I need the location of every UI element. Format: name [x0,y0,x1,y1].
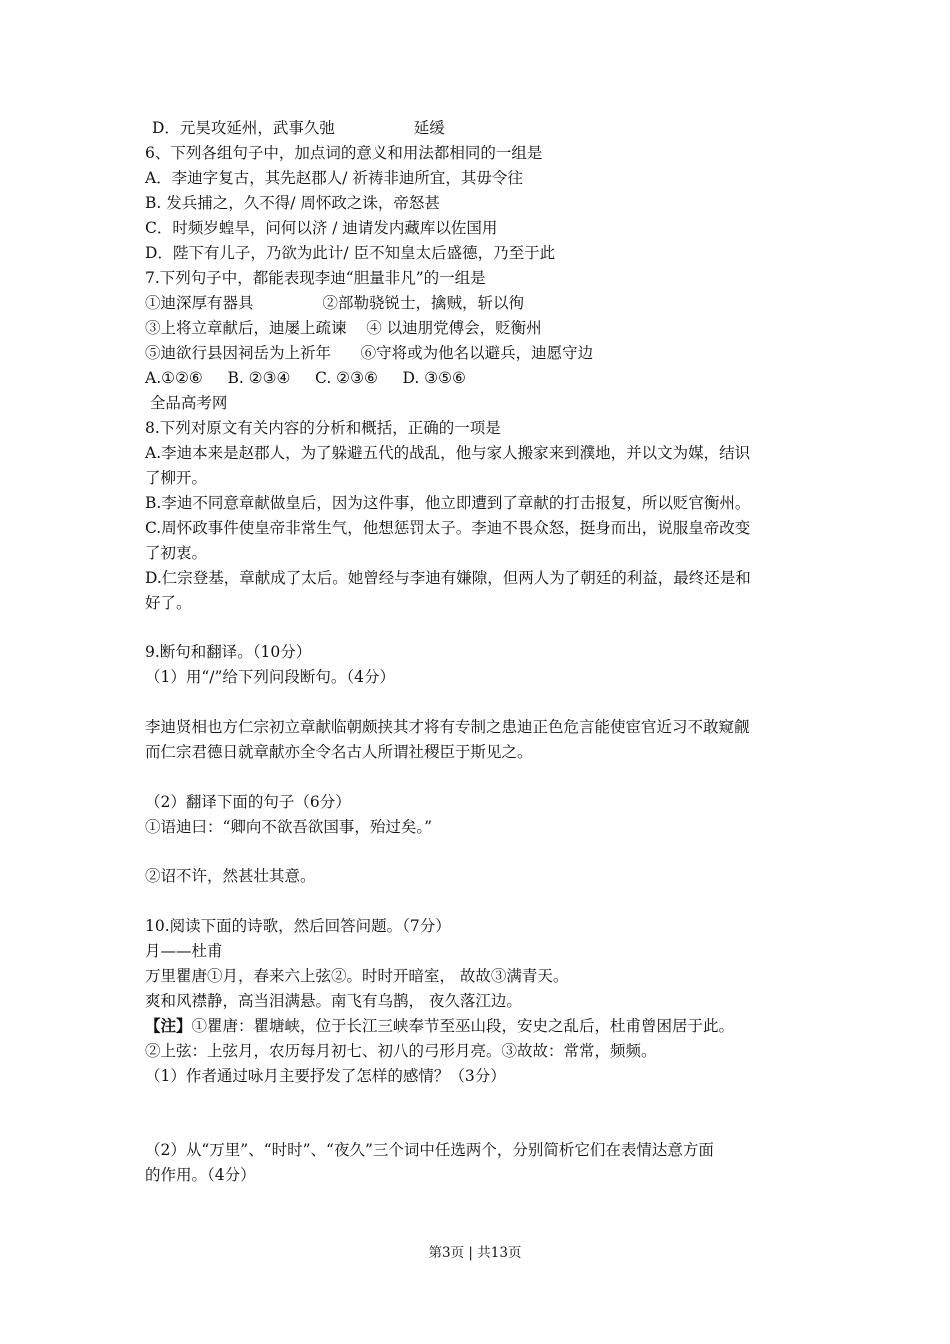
q9-sentence-1: ①语迪曰：“卿向不欲吾欲国事，殆过矣。” [145,818,433,836]
q10-part-2-line-2: 的作用。（4分） [145,1166,256,1184]
q9-stem: 9.断句和翻译。（10分） [145,643,312,661]
q9-passage-line-2: 而仁宗君德日就章献亦全令名古人所谓社稷臣于斯见之。 [145,743,533,761]
q7-stem: 7.下列句子中，都能表现李迪“胆量非凡”的一组是 [145,269,486,287]
q8-option-a-line-2: 了柳开。 [145,469,208,487]
poem-note-line-1 [145,1016,734,1036]
q6-option-c: C．时频岁蝗旱，问何以济 / 迪请发内藏库以佐国用 [145,219,498,237]
q7-items-row-3: ⑤迪欲行县因祠岳为上祈年 ⑥守将或为他名以避兵，迪愿守边 [145,344,594,362]
poem-line-1: 万里瞿唐①月，春来六上弦②。时时开暗室， 故故③满青天。 [145,967,569,985]
q6-option-b: B. 发兵捕之，久不得/ 周怀政之诛，帝怒甚 [145,194,440,212]
note-text-1: ①瞿唐：瞿塘峡，位于长江三峡奉节至巫山段，安史之乱后，杜甫曾困居于此。 [191,1017,735,1035]
q7-options: A.①②⑥ B. ②③④ C. ②③⑥ D. ③⑤⑥ [145,369,466,387]
q8-option-c-line-1: C.周怀政事件使皇帝非常生气，他想惩罚太子。李迪不畏众怒，挺身而出，说服皇帝改变 [145,519,751,537]
q8-option-c-line-2: 了初衷。 [145,544,208,562]
q10-stem: 10.阅读下面的诗歌，然后回答问题。（7分） [145,917,451,935]
q8-option-d-line-2: 好了。 [145,594,192,612]
watermark-text: 全品高考网 [145,394,228,412]
q8-option-b: B.李迪不同意章献做皇后，因为这件事，他立即遭到了章献的打击报复，所以贬官衡州。 [145,494,751,512]
q9-part-1: （1）用“/”给下列问段断句。（4分） [145,668,396,686]
q6-option-d: D．陛下有儿子，乃欲为此计/ 臣不知皇太后盛德，乃至于此 [145,244,556,262]
poem-note-line-2: ②上弦：上弦月，农历每月初七、初八的弓形月亮。③故故：常常，频频。 [145,1042,657,1060]
q10-part-2-line-1: （2）从“万里”、“时时”、“夜久”三个词中任选两个，分别简析它们在表情达意方面 [145,1141,714,1159]
q5-option-d: D．元昊攻延州，武事久弛 延缓 [152,119,445,137]
note-label: 【注】 [145,1016,192,1035]
poem-title: 月——杜甫 [145,942,223,960]
q9-part-2: （2）翻译下面的句子（6分） [145,793,351,811]
q8-option-a-line-1: A.李迪本来是赵郡人，为了躲避五代的战乱，他与家人搬家来到濮地，并以文为媒，结识 [145,444,751,462]
page-footer: 第3页 | 共13页 [428,1245,522,1261]
q10-part-1: （1）作者通过咏月主要抒发了怎样的感情？（3分） [145,1067,506,1085]
q6-option-a: A．李迪字复古，其先赵郡人/ 祈祷非迪所宜，其毋令往 [145,169,523,187]
q8-option-d-line-1: D.仁宗登基，章献成了太后。她曾经与李迪有嫌隙，但两人为了朝廷的利益，最终还是和 [145,569,751,587]
q7-items-row-1: ①迪深厚有器具 ②部勒骁锐士，擒贼，斩以徇 [145,294,524,312]
q9-passage-line-1: 李迪贤相也方仁宗初立章献临朝颇挟其才将有专制之患迪正色危言能使宦官近习不敢窥觎 [145,718,750,736]
poem-line-2: 爽和风襟静，高当泪满悬。南飞有乌鹊， 夜久落江边。 [145,992,522,1010]
q7-items-row-2: ③上将立章献后，迪屡上疏谏 ④ 以迪朋党傅会，贬衡州 [145,319,542,337]
q8-stem: 8.下列对原文有关内容的分析和概括，正确的一项是 [145,419,501,437]
q9-sentence-2: ②诏不许，然甚壮其意。 [145,867,316,885]
q6-stem: 6、下列各组句子中，加点词的意义和用法都相同的一组是 [145,144,543,162]
